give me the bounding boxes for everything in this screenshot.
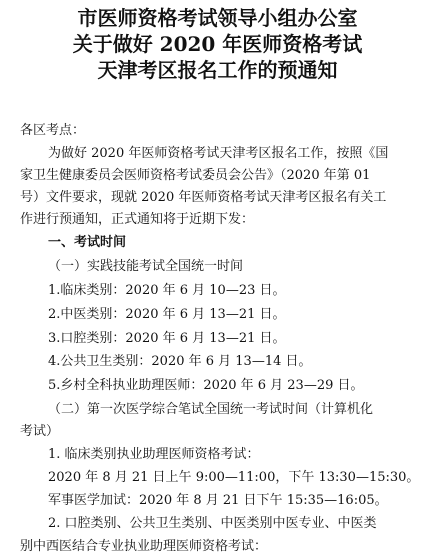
list-item: 3.口腔类别：2020 年 6 月 13—21 日。 xyxy=(48,331,286,346)
list-item: 2. 口腔类别、公共卫生类别、中医类别中医专业、中医类 xyxy=(48,516,377,531)
title-line-1: 市医师资格考试领导小组办公室 xyxy=(77,6,358,30)
list-item-continued: 别中西医结合专业执业助理医师资格考试： xyxy=(20,539,268,554)
list-item: 军事医学加试：2020 年 8 月 21 日下午 15:35—16:05。 xyxy=(48,493,388,508)
salutation: 各区考点： xyxy=(20,123,86,138)
intro-line: 作进行预通知，正式通知将于近期下发： xyxy=(20,212,255,227)
subsection-heading: （一）实践技能考试全国统一时间 xyxy=(48,259,244,274)
list-item: 2.中医类别：2020 年 6 月 13—21 日。 xyxy=(48,307,286,322)
section-heading: 一、考试时间 xyxy=(48,235,127,250)
list-item: 5.乡村全科执业助理医师：2020 年 6 月 23—29 日。 xyxy=(48,378,364,393)
title-line-2: 关于做好 2020 年医师资格考试 xyxy=(72,32,363,56)
intro-line: 为做好 2020 年医师资格考试天津考区报名工作，按照《国 xyxy=(48,146,389,161)
title-line-3: 天津考区报名工作的预通知 xyxy=(97,58,338,82)
list-item: 1. 临床类别执业助理医师资格考试： xyxy=(48,447,260,462)
intro-line: 号）文件要求，现就 2020 年医师资格考试天津考区报名有关工 xyxy=(20,190,387,205)
subsection-heading-continued: 考试） xyxy=(20,424,60,439)
list-item: 2020 年 8 月 21 日上午 9:00—11:00，下午 13:30—15:30。 xyxy=(48,470,420,485)
intro-line: 家卫生健康委员会医师资格考试委员会公告》（2020 年第 01 xyxy=(20,168,371,183)
list-item: 4.公共卫生类别：2020 年 6 月 13—14 日。 xyxy=(48,354,312,369)
subsection-heading: （二）第一次医学综合笔试全国统一考试时间（计算机化 xyxy=(48,402,374,417)
list-item: 1.临床类别：2020 年 6 月 10—23 日。 xyxy=(48,283,286,298)
